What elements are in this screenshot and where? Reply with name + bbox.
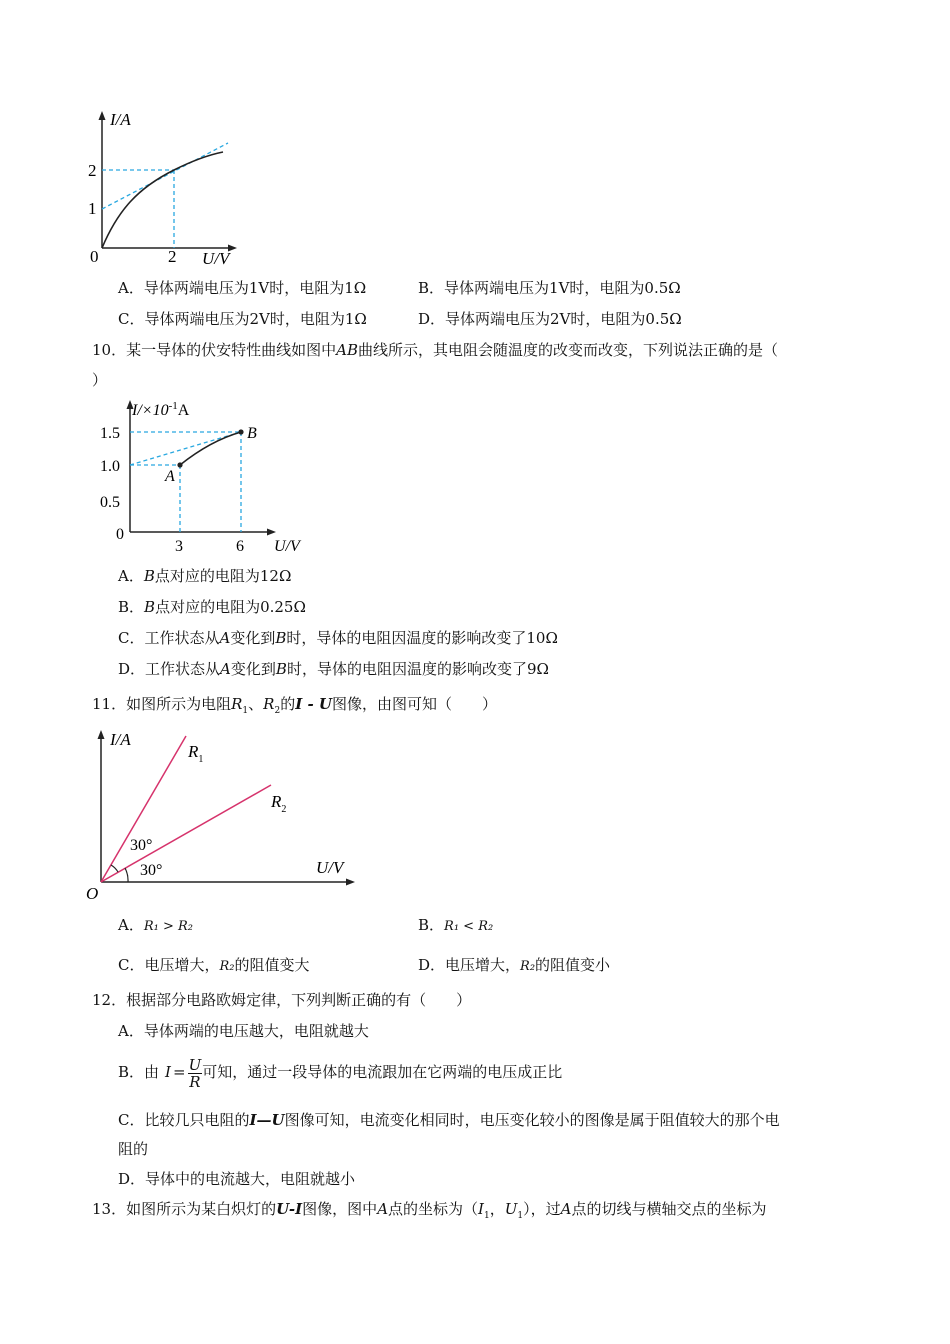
q11-stem <box>92 694 497 721</box>
stem-var: AB <box>336 341 358 359</box>
question-number: 12． <box>92 991 127 1009</box>
option-expr: R₁ < R₂ <box>444 919 494 934</box>
q10-option-c <box>118 628 558 648</box>
q9-graph <box>80 105 250 270</box>
stem-text: 根据部分电路欧姆定律，下列判断正确的有（ ） <box>126 991 472 1009</box>
option-text: 点对应的电阻为12Ω <box>154 567 292 585</box>
q11-option-c <box>118 955 310 977</box>
q11-option-a <box>118 915 193 937</box>
q10-option-b <box>118 597 306 617</box>
option-expr: R₁ > R₂ <box>143 919 193 934</box>
q10-option-d <box>118 659 549 679</box>
q9-option-d <box>418 309 682 329</box>
q11-line-r2 <box>101 785 271 882</box>
option-letter: A． <box>118 567 144 585</box>
option-letter: C． <box>118 310 145 328</box>
stem-text: 、 <box>248 695 264 713</box>
option-text: 变化到 <box>230 629 276 647</box>
q11-angle-lower: 30° <box>140 862 163 879</box>
option-letter: D． <box>418 956 446 974</box>
option-letter: C． <box>118 1111 145 1129</box>
q12-option-d <box>118 1169 355 1189</box>
option-letter: C． <box>118 956 145 974</box>
q10-y-tick-15: 1.5 <box>100 425 120 442</box>
q10-point-a <box>177 462 182 467</box>
option-var: B <box>144 598 156 616</box>
q11-x-label: U/V <box>316 858 344 877</box>
q12-option-b <box>118 1052 562 1092</box>
q11-option-d <box>418 955 610 977</box>
option-text: 比较几只电阻的 <box>144 1111 250 1129</box>
q9-x-tick-2: 2 <box>168 247 177 266</box>
q11-line-r1 <box>101 736 186 882</box>
q10-stem-line2: ） <box>92 371 108 389</box>
option-letter: B． <box>418 279 445 297</box>
q10-label-a: A <box>165 468 175 485</box>
q12-option-c <box>118 1110 780 1130</box>
q11-x-arrow-icon <box>346 879 355 886</box>
stem-text: 曲线所示，其电阻会随温度的改变而改变，下列说法正确的是（ <box>357 341 778 359</box>
q11-y-arrow-icon <box>98 730 105 739</box>
option-text: 点对应的电阻为0.25Ω <box>155 598 306 616</box>
option-var: B <box>275 629 287 647</box>
option-text: 的阻值变大 <box>234 956 310 974</box>
stem-sub: 2 <box>274 706 281 716</box>
stem-sub: 1 <box>242 706 249 716</box>
option-text: 时，导体的电阻因温度的影响改变了9Ω <box>286 660 549 678</box>
stem-var: A <box>377 1200 389 1218</box>
stem-text: 如图所示为电阻 <box>126 695 232 713</box>
option-letter: A． <box>118 279 144 297</box>
question-number: 13． <box>92 1200 127 1218</box>
option-text: 电压增大， <box>445 956 521 974</box>
q10-x-label: U/V <box>274 538 300 555</box>
q11-arc-upper <box>111 865 118 872</box>
stem-text: 某一导体的伏安特性曲线如图中 <box>126 341 337 359</box>
option-var: R₂ <box>520 959 536 974</box>
stem-var: I <box>478 1200 484 1218</box>
stem-sub: 1 <box>483 1211 490 1221</box>
option-text: 工作状态从 <box>144 629 220 647</box>
q11-angle-upper: 30° <box>130 837 153 854</box>
option-text: 导体两端电压为1V时，电阻为0.5Ω <box>444 279 681 297</box>
q11-option-b <box>418 915 493 937</box>
stem-text: ， <box>489 1200 505 1218</box>
q11-arc-lower <box>125 868 128 882</box>
stem-var: R <box>263 695 275 713</box>
q10-graph <box>96 395 316 560</box>
stem-text: 如图所示为某白炽灯的 <box>126 1200 277 1218</box>
option-text: 导体两端电压为1V时，电阻为1Ω <box>143 279 367 297</box>
option-text: 导体两端电压为2V时，电阻为1Ω <box>144 310 367 328</box>
option-letter: B． <box>418 916 445 934</box>
stem-var: A <box>560 1200 572 1218</box>
option-var: B <box>143 567 155 585</box>
option-var: A <box>219 629 231 647</box>
formula-i: I <box>165 1063 171 1081</box>
q10-curve-ab <box>180 432 241 465</box>
option-var: I—U <box>249 1111 285 1129</box>
q10-x-tick-3: 3 <box>175 538 183 555</box>
q9-y-arrow-icon <box>99 111 106 120</box>
q9-y-tick-2: 2 <box>88 161 97 180</box>
option-var: B <box>275 660 287 678</box>
q12-option-c-line2: 阻的 <box>118 1140 149 1158</box>
stem-text: ），过 <box>523 1200 561 1218</box>
option-text: 导体两端电压为2V时，电阻为0.5Ω <box>445 310 682 328</box>
option-text: 可知，通过一段导体的电流跟加在它两端的电压成正比 <box>202 1063 563 1081</box>
stem-var: U-I <box>276 1200 303 1218</box>
option-text: 导体中的电流越大，电阻就越小 <box>145 1170 356 1188</box>
option-letter: A． <box>118 916 144 934</box>
q9-option-a <box>118 278 366 298</box>
q11-r1-label: $R_1$ <box>188 742 204 765</box>
option-letter: D． <box>118 1170 146 1188</box>
option-text: 由 <box>144 1063 160 1081</box>
q9-option-c <box>118 309 367 329</box>
formula-fraction <box>188 1057 203 1090</box>
stem-text: 图像，图中 <box>302 1200 378 1218</box>
q9-y-label: I/A <box>110 110 131 129</box>
stem-var: I - U <box>295 695 332 713</box>
q9-option-b <box>418 278 681 298</box>
q10-point-b <box>238 429 243 434</box>
q12-option-a <box>118 1021 369 1041</box>
option-text: 时，导体的电阻因温度的影响改变了10Ω <box>286 629 558 647</box>
q13-stem <box>92 1199 767 1226</box>
question-number: 11． <box>92 695 127 713</box>
option-letter: C． <box>118 629 145 647</box>
q11-r2-label: $R_2$ <box>271 792 287 815</box>
q10-x-tick-6: 6 <box>236 538 244 555</box>
q10-origin: 0 <box>116 526 124 543</box>
option-letter: D． <box>418 310 446 328</box>
q10-option-a <box>118 566 291 586</box>
option-letter: D． <box>118 660 146 678</box>
formula-eq: = <box>172 1063 186 1081</box>
q9-x-label: U/V <box>202 249 230 268</box>
q11-y-label: I/A <box>110 730 131 749</box>
q9-origin: 0 <box>90 247 99 266</box>
stem-sub: 1 <box>517 1211 524 1221</box>
q9-tangent <box>102 143 228 209</box>
stem-var: U <box>504 1200 518 1218</box>
stem-var: R <box>231 695 243 713</box>
q9-y-tick-1: 1 <box>88 199 97 218</box>
q12-stem <box>92 990 471 1010</box>
option-var: A <box>220 660 231 678</box>
option-text: 变化到 <box>230 660 276 678</box>
q10-y-tick-10: 1.0 <box>100 458 120 475</box>
option-text: 工作状态从 <box>145 660 221 678</box>
q9-curve <box>102 152 223 248</box>
q10-y-tick-05: 0.5 <box>100 494 120 511</box>
stem-text: 图像，由图可知（ ） <box>331 695 497 713</box>
fraction-denominator: R <box>189 1072 201 1091</box>
q11-graph <box>80 725 370 905</box>
option-letter: B． <box>118 1063 145 1081</box>
question-number: 10． <box>92 341 127 359</box>
option-var: R₂ <box>219 959 235 974</box>
option-letter: B． <box>118 598 145 616</box>
q10-y-label: $I/\times 10^{-1}A$ <box>132 400 190 419</box>
option-text: 电压增大， <box>144 956 220 974</box>
fraction-numerator: U <box>188 1055 202 1074</box>
option-text: 的阻值变小 <box>535 956 611 974</box>
option-text: 图像可知，电流变化相同时，电压变化较小的图像是属于阻值较大的那个电 <box>284 1111 780 1129</box>
q10-x-arrow-icon <box>267 529 276 536</box>
stem-text: 点的切线与横轴交点的坐标为 <box>571 1200 767 1218</box>
option-letter: A． <box>118 1022 144 1040</box>
q10-label-b: B <box>247 425 257 442</box>
q11-origin: O <box>86 884 99 903</box>
stem-text: 的 <box>280 695 296 713</box>
q10-stem <box>92 340 778 360</box>
option-text: 导体两端的电压越大，电阻就越大 <box>143 1022 369 1040</box>
stem-text: 点的坐标为（ <box>388 1200 479 1218</box>
